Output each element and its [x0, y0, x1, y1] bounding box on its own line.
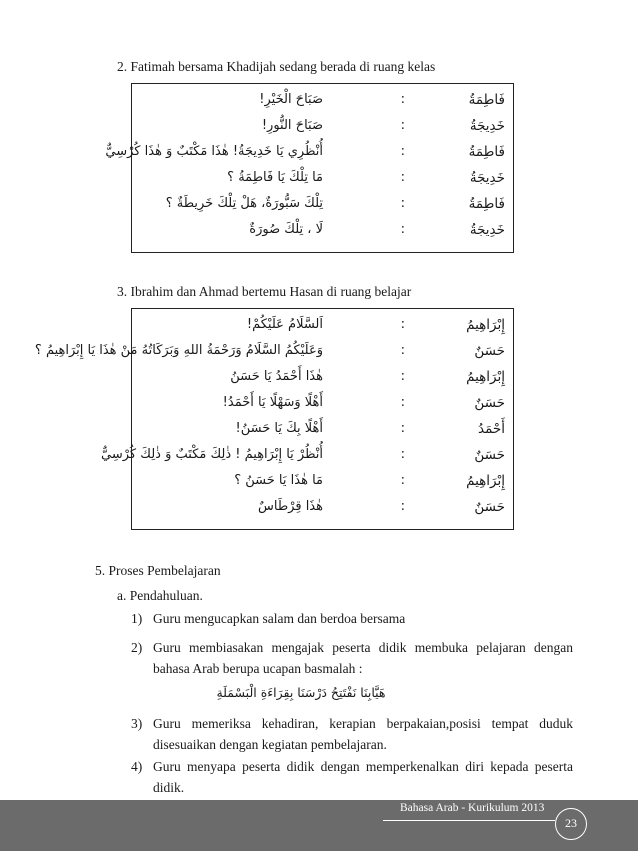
dialog-row — [132, 312, 513, 338]
speaker-name: حَسَنٌ — [474, 499, 505, 515]
dialog-row — [132, 468, 513, 494]
dialog-row — [132, 191, 513, 217]
section-3-heading: 3. Ibrahim dan Ahmad bertemu Hasan di ruang belajar — [117, 284, 412, 299]
dialog-colon: : — [400, 447, 405, 462]
dialog-speech: أُنْظُرِي يَا خَدِيجَةُ! هٰذَا مَكْتَبٌ وَ هٰذَا كُرْسِيٌّ — [105, 144, 323, 159]
dialog-row — [132, 87, 513, 113]
dialog-colon: : — [400, 317, 405, 332]
dialog-speech: أَهْلًا بِكَ يَا حَسَنُ! — [235, 421, 323, 436]
list-item — [131, 637, 573, 679]
dialog-row — [132, 113, 513, 139]
speaker-name: إِبْرَاهِيمُ — [466, 317, 505, 333]
dialog-box-ibrahim-hasan — [34, 308, 514, 530]
dialog-row — [132, 364, 513, 390]
list-item — [131, 608, 573, 629]
list-item — [131, 713, 573, 755]
dialog-speech: مَا هٰذَا يَا حَسَنُ ؟ — [234, 473, 323, 488]
speaker-name: إِبْرَاهِيمُ — [466, 473, 505, 489]
dialog-speech: اَلسَّلَامُ عَلَيْكُمْ! — [246, 317, 323, 332]
dialog-row — [132, 217, 513, 243]
dialog-speech: لَا ، تِلْكَ صُورَةٌ — [249, 222, 323, 237]
dialog-colon: : — [400, 196, 405, 211]
dialog-row — [101, 442, 513, 468]
page-number-badge: 23 — [555, 808, 587, 840]
dialog-row — [132, 416, 513, 442]
dialog-colon: : — [400, 170, 405, 185]
speaker-name: فَاطِمَةُ — [468, 144, 505, 160]
dialog-row — [132, 165, 513, 191]
speaker-name: خَدِيجَةُ — [469, 222, 505, 238]
dialog-speech: صَبَاحَ الْخَيْرِ! — [259, 92, 323, 107]
speaker-name: أَحْمَدُ — [478, 421, 505, 437]
dialog-row — [132, 390, 513, 416]
dialog-colon: : — [400, 222, 405, 237]
dialog-row — [34, 338, 513, 364]
dialog-colon: : — [400, 144, 405, 159]
list-item-number: 2) — [131, 640, 143, 655]
dialog-row — [132, 494, 513, 520]
dialog-speech: تِلْكَ سَبُّورَةٌ، هَلْ تِلْكَ خَرِيطَةٌ ؟ — [165, 196, 323, 211]
speaker-name: حَسَنٌ — [474, 447, 505, 463]
list-item-text: Guru memeriksa kehadiran, kerapian berpakaian,posisi tempat duduk disesuaikan dengan kegiatan pembelajaran. — [153, 716, 573, 752]
speaker-name: خَدِيجَةُ — [469, 118, 505, 134]
speaker-name: خَدِيجَةُ — [469, 170, 505, 186]
dialog-colon: : — [400, 92, 405, 107]
speaker-name: إِبْرَاهِيمُ — [466, 369, 505, 385]
section-5-heading: 5. Proses Pembelajaran — [95, 563, 221, 578]
dialog-speech: هٰذَا أَحْمَدُ يَا حَسَنُ — [230, 369, 323, 384]
dialog-colon: : — [400, 499, 405, 514]
speaker-name: فَاطِمَةُ — [468, 196, 505, 212]
dialog-colon: : — [400, 118, 405, 133]
dialog-speech: أَهْلًا وَسَهْلًا يَا أَحْمَدُ! — [222, 395, 323, 410]
subsection-a-heading: a. Pendahuluan. — [117, 588, 203, 603]
footer-divider — [383, 820, 555, 821]
dialog-colon: : — [400, 395, 405, 410]
list-item-text: Guru membiasakan mengajak peserta didik membuka pelajaran dengan bahasa Arab berupa ucapan basmalah : — [153, 640, 573, 676]
dialog-colon: : — [400, 473, 405, 488]
dialog-speech: صَبَاحَ النُّورِ! — [261, 118, 323, 133]
dialog-colon: : — [400, 369, 405, 384]
dialog-speech: مَا تِلْكَ يَا فَاطِمَةُ ؟ — [227, 170, 323, 185]
dialog-speech: هٰذَا قِرْطَاسٌ — [258, 499, 323, 514]
section-2-heading: 2. Fatimah bersama Khadijah sedang berada di ruang kelas — [117, 59, 436, 74]
list-item — [131, 756, 573, 798]
list-item-text: Guru menyapa peserta didik dengan memperkenalkan diri kepada peserta didik. — [153, 759, 573, 795]
dialog-speech: أُنْظُرْ يَا إِبْرَاهِيمُ ! ذٰلِكَ مَكْتَبٌ وَ ذٰلِكَ كُرْسِيٌّ — [101, 447, 323, 462]
speaker-name: فَاطِمَةُ — [468, 92, 505, 108]
dialog-colon: : — [400, 421, 405, 436]
list-item-number: 3) — [131, 716, 143, 731]
list-item-number: 4) — [131, 759, 143, 774]
dialog-row — [105, 139, 513, 165]
speaker-name: حَسَنٌ — [474, 343, 505, 359]
speaker-name: حَسَنٌ — [474, 395, 505, 411]
dialog-colon: : — [400, 343, 405, 358]
basmalah-arabic-text: هَيَّابِنَا نَفْتَتِحُ دَرْسَنَا بِقِرَاءَةِ الْبَسْمَلَةِ — [216, 685, 386, 700]
footer-book-title: Bahasa Arab - Kurikulum 2013 — [400, 802, 545, 814]
dialog-box-fatimah-khadijah — [105, 83, 514, 253]
list-item-number: 1) — [131, 611, 143, 626]
list-item-text: Guru mengucapkan salam dan berdoa bersama — [153, 611, 406, 626]
dialog-speech: وَعَلَيْكُمُ السَّلَامُ وَرَحْمَةُ اللهِ وَبَرَكَاتُهُ مَنْ هٰذَا يَا إِبْرَاهِيمُ ؟ — [34, 343, 323, 358]
